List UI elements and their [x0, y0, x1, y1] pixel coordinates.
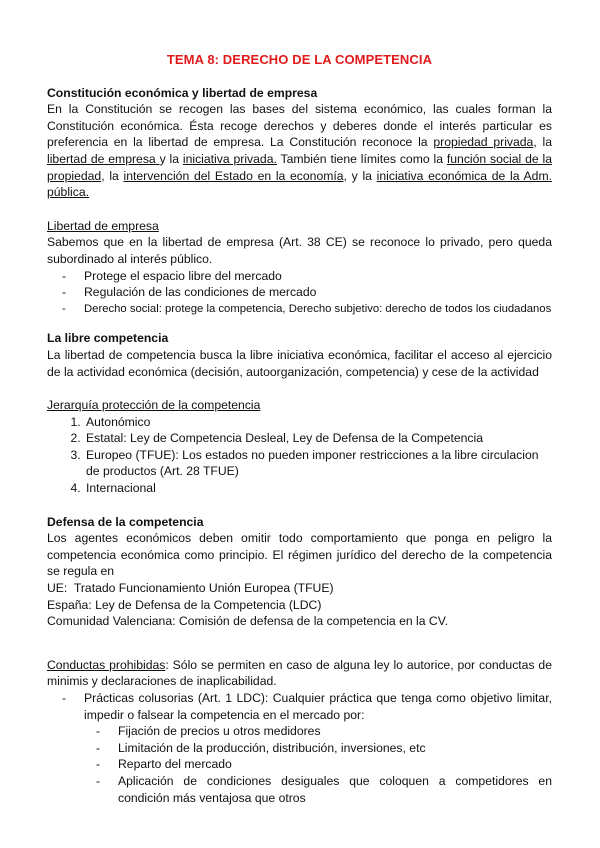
conductas-list	[47, 690, 552, 806]
underlined-libertad-empresa: libertad de empresa	[47, 151, 160, 166]
list-item: - Protege el espacio libre del mercado	[62, 268, 552, 285]
document-title: TEMA 8: DERECHO DE LA COMPETENCIA	[166, 52, 433, 67]
paragraph-libertad-empresa: Sabemos que en la libertad de empresa (Art. 38 CE) se reconoce lo privado, pero queda subordinado al interés público.	[47, 235, 552, 266]
list-item	[62, 690, 552, 806]
sublist-item: - Limitación de la producción, distribución, inversiones, etc	[96, 740, 552, 757]
regulation-line-espana: España: Ley de Defensa de la Competencia (LDC)	[47, 597, 322, 612]
subheading-libertad-empresa: Libertad de empresa	[47, 218, 159, 233]
libertad-empresa-list	[47, 268, 552, 318]
underlined-iniciativa-economica: iniciativa económica de la Adm. pública.	[47, 168, 552, 200]
spacer	[47, 630, 552, 657]
list-item-text: Prácticas colusorias (Art. 1 LDC): Cualquier práctica que tenga como objetivo limitar, impedir o falsear la competencia en el mercado por:	[84, 691, 552, 722]
text-run: y la	[346, 168, 377, 183]
text-run: , la	[533, 135, 552, 150]
heading-libre-competencia: La libre competencia	[47, 331, 169, 346]
sublist-item: - Reparto del mercado	[96, 756, 552, 773]
underlined-iniciativa-privada: iniciativa privada.	[182, 151, 277, 166]
sublist-item: - Fijación de precios u otros medidores	[96, 723, 552, 740]
text-run: En la Constitución se recogen las bases del sistema económico, las cuales forman la Constitución económica. Ésta recoge derechos y deberes donde el interés particular es preferencia en la libertad de empresa. La Constitución reconoce la	[47, 102, 552, 150]
spacer	[47, 497, 552, 514]
subheading-conductas-prohibidas: Conductas prohibidas	[47, 657, 166, 672]
list-item: - Regulación de las condiciones de mercado	[62, 284, 552, 301]
list-item: 3. Europeo (TFUE): Los estados no pueden imponer restricciones a la libre circulacion de productos (Art. 28 TFUE)	[84, 447, 552, 480]
text-run: También tiene límites como la	[276, 151, 447, 166]
list-item: 1. Autonómico	[84, 414, 552, 431]
paragraph-conductas-prohibidas	[47, 657, 552, 690]
underlined-funcion-social: función social de la propiedad	[47, 151, 552, 183]
document-page	[47, 52, 552, 806]
text-run: , la	[101, 168, 124, 183]
paragraph-defensa-competencia: Los agentes económicos deben omitir todo comportamiento que ponga en peligro la competencia económica como principio. El régimen jurídico del derecho de la competencia se regula en	[47, 531, 552, 579]
regulation-line-ue: UE: Tratado Funcionamiento Unión Europea (TFUE)	[47, 581, 334, 596]
text-run: : Sólo se permiten en caso de alguna ley lo autorice, por conductas de minimis y declaraciones de inaplicabilidad.	[47, 657, 552, 689]
jerarquia-list	[47, 414, 552, 497]
list-item: 2. Estatal: Ley de Competencia Desleal, Ley de Defensa de la Competencia	[84, 430, 552, 447]
spacer	[47, 201, 552, 218]
paragraph-libre-competencia: La libertad de competencia busca la libre iniciativa económica, facilitar el acceso al ejercicio de la actividad económica (decisión, autoorganización, competencia) y cese de la actividad	[47, 347, 552, 379]
underlined-propiedad-privada: propiedad privada	[433, 135, 534, 150]
regulation-line-cv: Comunidad Valenciana: Comisión de defensa de la competencia en la CV.	[47, 614, 449, 629]
sublist-item: - Aplicación de condiciones desiguales que coloquen a competidores en condición más ventajosa que otros	[96, 773, 552, 806]
practicas-sublist	[84, 723, 552, 806]
heading-constitucion-economica: Constitución económica y libertad de empresa	[47, 85, 318, 100]
list-item: - Derecho social: protege la competencia, Derecho subjetivo: derecho de todos los ciudadanos	[62, 301, 552, 318]
subheading-jerarquia: Jerarquía protección de la competencia	[47, 398, 261, 413]
heading-defensa-competencia: Defensa de la competencia	[47, 514, 204, 529]
spacer	[47, 380, 552, 397]
text-run: y la	[159, 151, 183, 166]
spacer	[47, 317, 552, 330]
list-item: 4. Internacional	[84, 480, 552, 497]
underlined-intervencion-estado: intervención del Estado en la economía,	[123, 168, 347, 183]
paragraph-constitucion	[47, 101, 552, 201]
